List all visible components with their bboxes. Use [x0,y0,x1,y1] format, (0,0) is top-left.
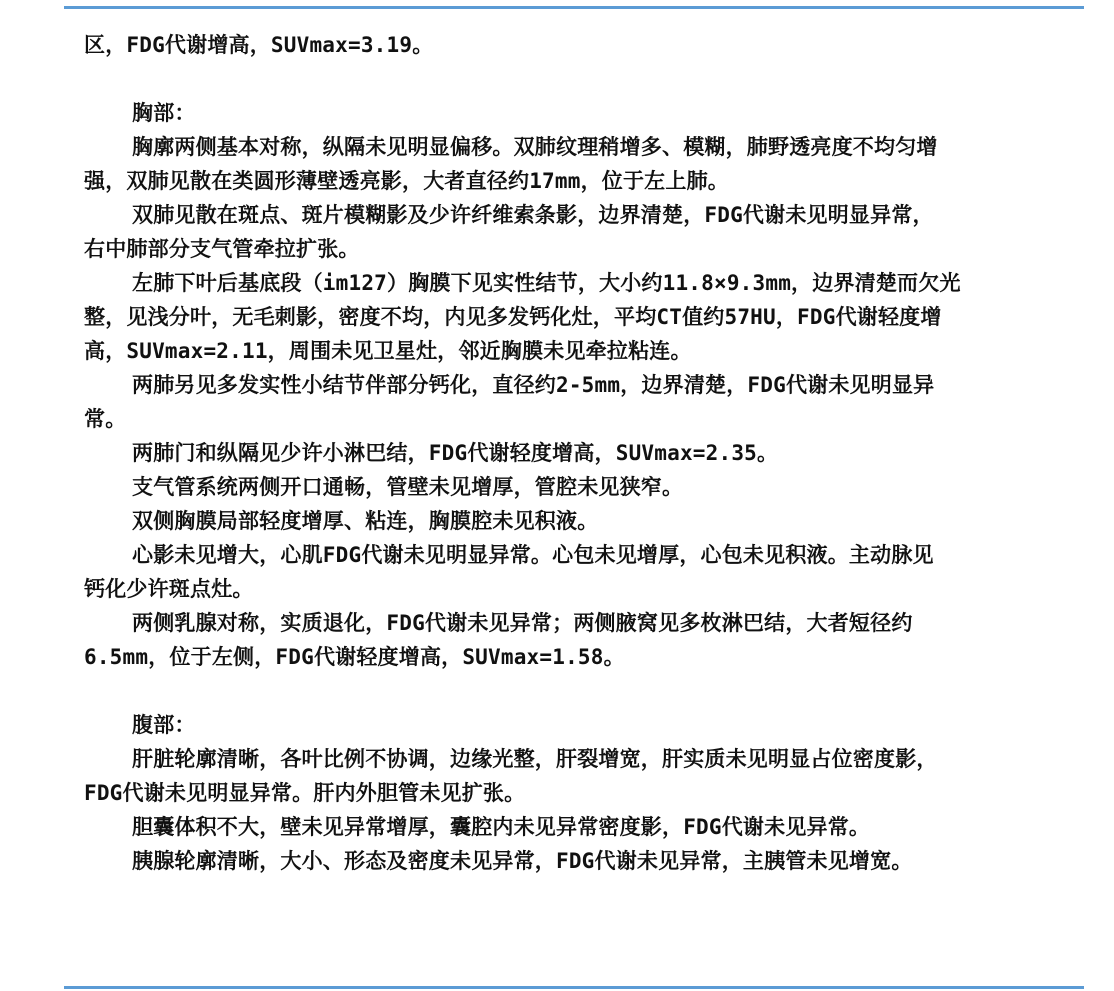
report-line: 高，SUVmax=2.11，周围未见卫星灶，邻近胸膜未见牵拉粘连。 [84,339,692,363]
report-line: 强，双肺见散在类圆形薄壁透亮影，大者直径约17mm，位于左上肺。 [84,169,729,193]
report-line: 区，FDG代谢增高，SUVmax=3.19。 [84,33,434,57]
report-line: 常。 [84,407,127,431]
report-line: 两侧乳腺对称，实质退化，FDG代谢未见异常；两侧腋窝见多枚淋巴结，大者短径约 [132,611,913,635]
report-line: 两肺门和纵隔见少许小淋巴结，FDG代谢轻度增高，SUVmax=2.35。 [132,441,779,465]
section-heading-abdomen: 腹部： [132,713,196,737]
report-line: 胆囊体积不大，壁未见异常增厚，囊腔内未见异常密度影，FDG代谢未见异常。 [132,815,871,839]
report-line: 双侧胸膜局部轻度增厚、粘连，胸膜腔未见积液。 [132,509,599,533]
top-divider [64,6,1084,9]
report-line: 支气管系统两侧开口通畅，管壁未见增厚，管腔未见狭窄。 [132,475,684,499]
report-line: 6.5mm，位于左侧，FDG代谢轻度增高，SUVmax=1.58。 [84,645,625,669]
section-heading-chest: 胸部： [132,101,196,125]
report-line: 右中肺部分支气管牵拉扩张。 [84,237,360,261]
report-line: 左肺下叶后基底段（im127）胸膜下见实性结节，大小约11.8×9.3mm，边界清楚而欠光 [132,271,961,295]
report-line: 两肺另见多发实性小结节伴部分钙化，直径约2-5mm，边界清楚，FDG代谢未见明显异 [132,373,935,397]
report-line: FDG代谢未见明显异常。肝内外胆管未见扩张。 [84,781,526,805]
paragraph-gap [84,674,1064,708]
paragraph-gap [84,62,1064,96]
report-body [84,28,1064,878]
report-line: 肝脏轮廓清晰，各叶比例不协调，边缘光整，肝裂增宽，肝实质未见明显占位密度影， [132,747,938,771]
report-line: 胰腺轮廓清晰，大小、形态及密度未见异常，FDG代谢未见异常，主胰管未见增宽。 [132,849,913,873]
report-line: 心影未见增大，心肌FDG代谢未见明显异常。心包未见增厚，心包未见积液。主动脉见 [132,543,934,567]
report-line: 双肺见散在斑点、斑片模糊影及少许纤维索条影，边界清楚，FDG代谢未见明显异常， [132,203,934,227]
report-line: 胸廓两侧基本对称，纵隔未见明显偏移。双肺纹理稍增多、模糊，肺野透亮度不均匀增 [132,135,938,159]
report-line: 整，见浅分叶，无毛刺影，密度不均，内见多发钙化灶，平均CT值约57HU，FDG代谢轻度增 [84,305,942,329]
report-line: 钙化少许斑点灶。 [84,577,254,601]
bottom-divider [64,986,1084,989]
